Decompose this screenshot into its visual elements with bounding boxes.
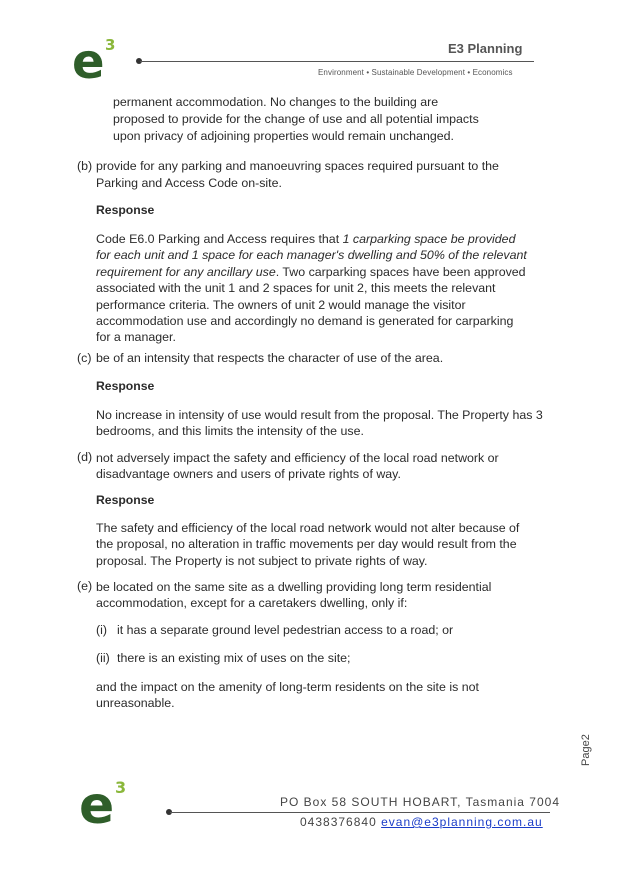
text-line: for a manager. xyxy=(96,330,176,345)
text-line: and the impact on the amenity of long-term residents on the site is not xyxy=(96,680,479,694)
text-line: proposed to provide for the change of use and all potential impacts xyxy=(113,112,479,127)
text-line: Parking and Access Code on-site. xyxy=(96,175,282,190)
footer-address: PO Box 58 SOUTH HOBART, Tasmania 7004 xyxy=(280,795,560,809)
item-e-text xyxy=(96,579,596,612)
text-line: the proposal, no alteration in traffic movements per day would result from the xyxy=(96,537,517,552)
brand-name: E3 Planning xyxy=(448,41,523,56)
text-line: for each unit and 1 space for each manager's dwelling and 50% of the relevant xyxy=(96,248,527,263)
text-line: upon privacy of adjoining properties would remain unchanged. xyxy=(113,129,454,144)
item-d-text xyxy=(96,450,596,483)
footer-phone: 0438376840 xyxy=(300,815,377,829)
item-c-label: (c) xyxy=(77,351,92,365)
text-line: proposal. The Property is not subject to private rights of way. xyxy=(96,553,428,568)
footer-rule xyxy=(170,812,550,813)
item-d-response xyxy=(96,520,596,569)
sub-item-i-text: it has a separate ground level pedestrian access to a road; or xyxy=(117,623,454,637)
text-line: unreasonable. xyxy=(96,696,175,711)
item-b-response xyxy=(96,231,596,346)
sub-item-ii-text: there is an existing mix of uses on the site; xyxy=(117,651,351,665)
text-line: accommodation use and accordingly no demand is generated for carparking xyxy=(96,314,514,329)
footer-logo xyxy=(79,776,134,836)
logo-letter: e xyxy=(72,34,105,90)
item-b-label: (b) xyxy=(77,159,93,173)
item-d-response-heading: Response xyxy=(96,493,155,507)
text-line: bedrooms, and this limits the intensity of the use. xyxy=(96,424,364,439)
text-line: be located on the same site as a dwelling providing long term residential xyxy=(96,580,492,594)
page-number: Page2 xyxy=(580,734,592,766)
logo-superscript: 3 xyxy=(115,778,127,797)
text-line: Code E6.0 Parking and Access requires that 1 carparking space be provided xyxy=(96,232,516,246)
intro-paragraph xyxy=(113,95,583,145)
item-d-label: (d) xyxy=(77,450,93,464)
text-line: associated with the unit 1 and 2 spaces for unit 2, this meets the relevant xyxy=(96,281,496,296)
footer-contact xyxy=(300,815,543,829)
text-line: not adversely impact the safety and efficiency of the local road network or xyxy=(96,451,499,465)
item-b-text xyxy=(96,159,596,191)
logo-superscript: 3 xyxy=(105,36,116,54)
sub-item-i-label: (i) xyxy=(96,623,108,637)
text-line: requirement for any ancillary use. Two carparking spaces have been approved xyxy=(96,264,526,279)
item-b-response-heading: Response xyxy=(96,203,155,217)
item-c-text: be of an intensity that respects the character of use of the area. xyxy=(96,351,444,365)
header-rule xyxy=(140,61,534,62)
item-e-label: (e) xyxy=(77,579,93,593)
sub-item-ii-label: (ii) xyxy=(96,651,110,665)
text-line: accommodation, except for a caretakers dwelling, only if: xyxy=(96,596,408,611)
text-line: The safety and efficiency of the local road network would not alter because of xyxy=(96,521,520,535)
logo-letter: e xyxy=(79,776,115,836)
text-line: disadvantage owners and users of private rights of way. xyxy=(96,467,401,482)
text-line: permanent accommodation. No changes to the building are xyxy=(113,95,439,109)
item-c-response-heading: Response xyxy=(96,379,155,393)
text-line: provide for any parking and manoeuvring spaces required pursuant to the xyxy=(96,159,499,173)
text-line: performance criteria. The owners of unit 2 would manage the visitor xyxy=(96,297,466,312)
item-c-response xyxy=(96,407,596,440)
footer-email-link[interactable]: evan@e3planning.com.au xyxy=(381,815,543,829)
text-line: No increase in intensity of use would result from the proposal. The Property has 3 xyxy=(96,408,543,422)
item-e-closing xyxy=(96,679,596,712)
tagline: Environment • Sustainable Development • Economics xyxy=(318,68,513,77)
header-logo xyxy=(72,34,122,90)
